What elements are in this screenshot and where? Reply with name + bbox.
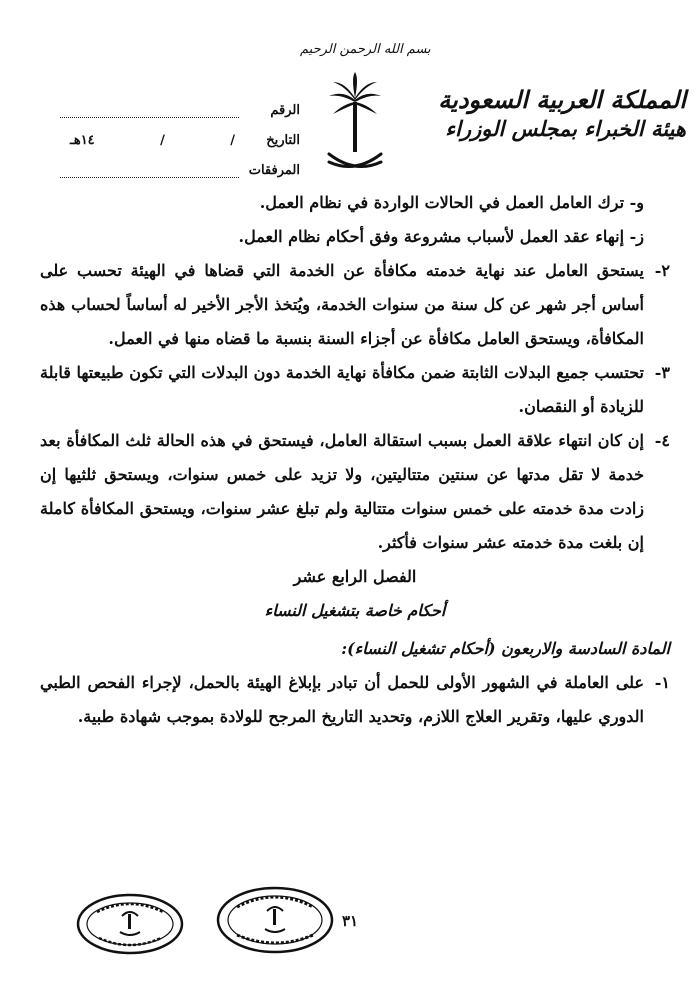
item-4-text: إن كان انتهاء علاقة العمل بسبب استقالة العامل، فيستحق في هذه الحالة ثلث المكافأة بعد خدمة لا تقل مدتها عن سنتين متتاليتين، ولا تزيد على خمس سنوات، ويستحق ثلثيها إن زادت مدة خدمته على خمس سنوات متتالية ولم تبلغ عشر سنوات، ويستحق المكافأة كاملة إن بلغت مدة خدمته عشر سنوات فأكثر. [40,431,644,552]
date-row [60,118,300,148]
date-value [60,133,245,148]
ref-label: الرقم [270,103,300,118]
ref-row [60,88,300,118]
organization-name [438,85,686,143]
palm-swords-emblem-icon [325,70,385,180]
item-3-number: ٣- [654,363,670,382]
attachments-label: المرفقات [248,163,300,178]
article-item-1-text: على العاملة في الشهور الأولى للحمل أن تبادر بإبلاغ الهيئة بالحمل، لإجراء الفحص الطبي الدوري عليها، وتقرير العلاج اللازم، وتحديد التاريخ المرجح للولادة بموجب شهادة طبية. [40,673,644,726]
attachments-line [60,163,239,178]
item-4-number: ٤- [654,431,670,450]
attachments-row [60,148,300,178]
chapter-title: الفصل الرابع عشر [293,567,417,586]
item-2-number: ٢- [654,261,670,280]
clause-w: و- ترك العامل العمل في الحالات الواردة في نظام العمل. [259,193,644,212]
ref-line [60,103,239,118]
item-2 [40,254,670,356]
article-item-1 [40,666,670,734]
date-year: ١٤هـ [70,133,95,148]
page-number: ٣١ [341,912,359,930]
document-body [40,186,670,734]
basmala: بسم الله الرحمن الرحيم [300,42,431,57]
clause-z: ز- إنهاء عقد العمل لأسباب مشروعة وفق أحكام نظام العمل. [238,227,644,246]
item-3 [40,356,670,424]
official-seal-icon [75,892,185,956]
date-sep-1: / [230,133,235,148]
item-3-text: تحتسب جميع البدلات الثابتة ضمن مكافأة نهاية الخدمة دون البدلات التي تكون طبيعتها قابلة للزيادة أو النقصان. [40,363,644,416]
date-label: التاريخ [266,133,300,148]
item-2-text: يستحق العامل عند نهاية خدمته مكافأة عن الخدمة التي قضاها في الهيئة تحسب على أساس أجر شهر عن كل سنة من سنوات الخدمة، ويُتخذ الأجر الأخير له أساساً لحساب هذه المكافأة، ويستحق العامل مكافأة عن أجزاء السنة بنسبة ما قضاه منها في العمل. [40,261,644,348]
org-line-1: المملكة العربية السعودية [438,85,686,114]
date-sep-2: / [160,133,165,148]
org-line-2: هيئة الخبراء بمجلس الوزراء [445,116,686,141]
article-title: المادة السادسة والاربعون (أحكام تشغيل النساء): [341,639,670,658]
document-meta [60,88,300,178]
article-item-1-number: ١- [654,673,670,692]
official-seal-icon [215,885,335,955]
item-4 [40,424,670,560]
chapter-subtitle: أحكام خاصة بتشغيل النساء [264,601,446,620]
